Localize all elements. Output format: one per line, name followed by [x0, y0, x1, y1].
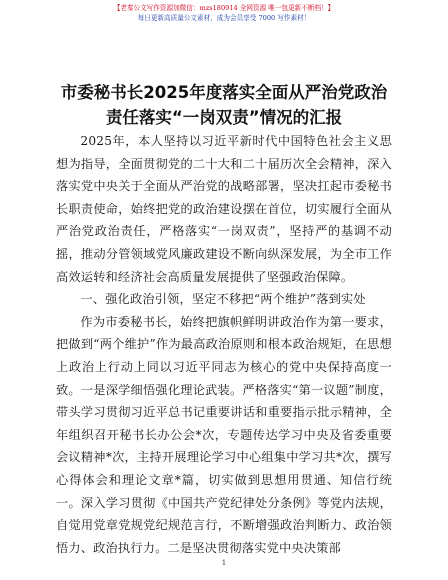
page-number: 1	[221, 559, 227, 567]
promo-banner-line-2: 每日更新高质量公文素材，成为会员享受 7000 写作素材！	[137, 14, 311, 22]
document-body	[56, 130, 392, 559]
body-paragraph-1: 作为市委秘书长，始终把旗帜鲜明讲政治作为第一要求，把做到“两个维护”作为最高政治原则和根本政治规矩，在思想上政治上行动上同以习近平同志为核心的党中央保持高度一致。一是深学细悟强化理论武装。严格落实“第一议题”制度，带头学习贯彻习近平总书记重要讲话和重要指示批示精神，全年组织召开秘书长办公会*次，专题传达学习中央及省委重要会议精神*次，主持开展理论学习中心组集中学习共*次，撰写心得体会和理论文章*篇，切实做到思想用贯通、知信行统一。深入学习贯彻《中国共产党纪律处分条例》等党内法规，自觉用党章党规党纪规范言行，不断增强政治判断力、政治领悟力、政治执行力。二是坚决贯彻落实党中央决策部	[56, 314, 392, 555]
promo-banner-line-1: 【老秦公文写作资源加微信：mzs180914 全网资源 唯一包更新不断档！】	[113, 4, 335, 12]
section-heading-1: 一、强化政治引领，坚定不移把“两个维护”落到实处	[80, 292, 366, 307]
document-title: 市委秘书长2025年度落实全面从严治党政治责任落实“一岗双责”情况的汇报	[60, 83, 388, 127]
body-paragraph-intro: 2025年，本人坚持以习近平新时代中国特色社会主义思想为指导，全面贯彻党的二十大和二十届历次全会精神，深入落实党中央关于全面从严治党的战略部署，坚决扛起市委秘书长职责使命，始终把党的政治建设摆在首位，切实履行全面从严治党政治责任，严格落实“一岗双责”，坚持严的基调不动摇，推动分管领域党风廉政建设不断向纵深发展，为全市工作高效运转和经济社会高质量发展提供了坚强政治保障。	[56, 134, 392, 284]
